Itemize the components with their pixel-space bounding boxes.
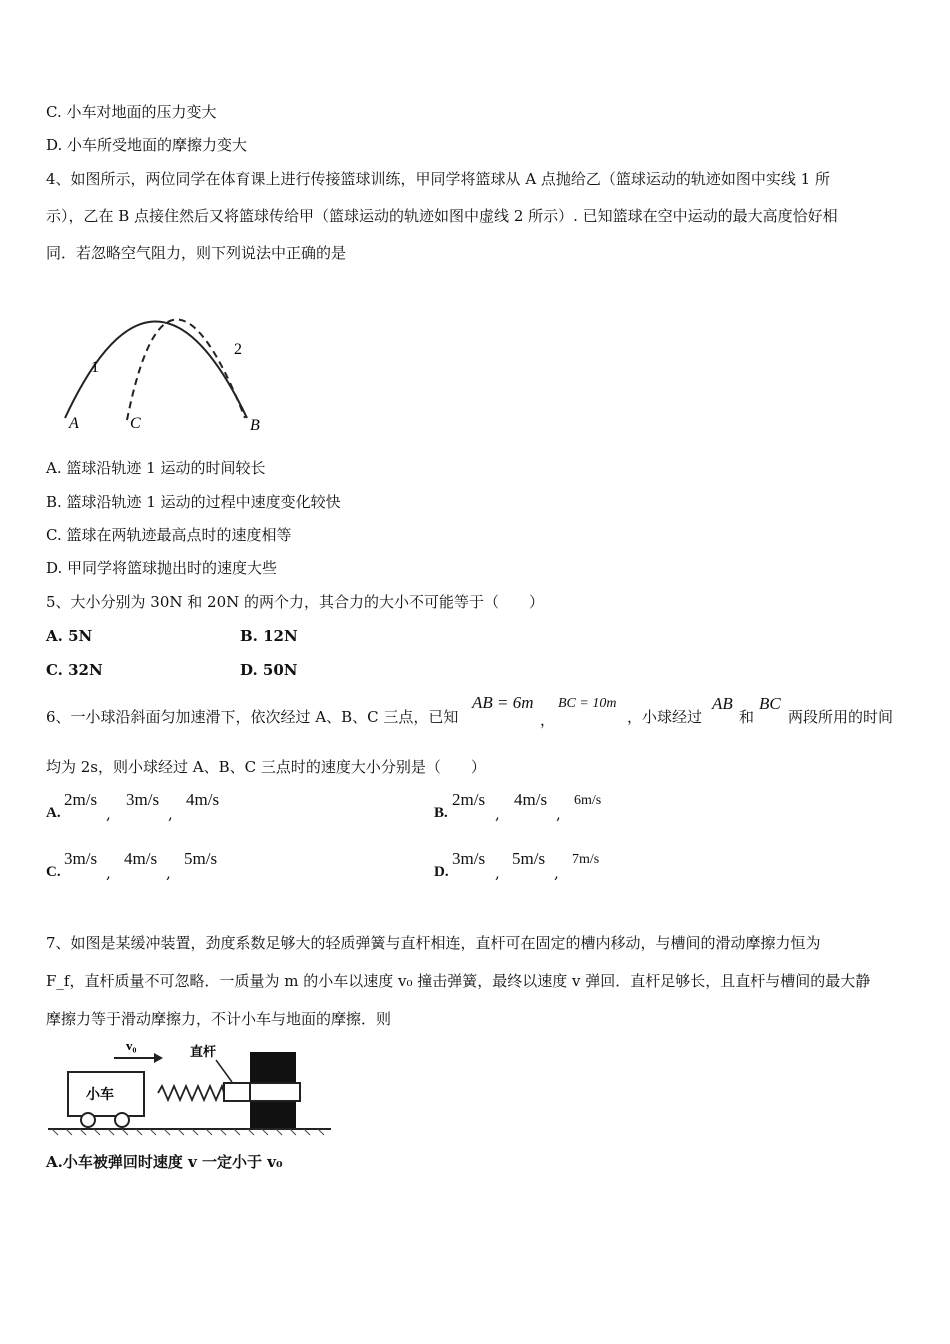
spring	[158, 1086, 224, 1100]
q6-option-c-sep2: ,	[166, 864, 171, 882]
q6-stem-part1: 6、一小球沿斜面匀加速滑下，依次经过 A、B、C 三点，已知	[46, 708, 459, 726]
trajectory-dashed-2	[127, 319, 245, 420]
q6-option-b-sep1: ,	[495, 805, 500, 823]
q6-option-c-v2: 4m/s	[124, 849, 158, 868]
label-track-2: 2	[234, 341, 242, 358]
q6-stem-line2: 均为 2s，则小球经过 A、B、C 三点时的速度大小分别是（ ）	[46, 758, 486, 776]
q6-option-a-v3: 4m/s	[186, 790, 220, 809]
rod-in-slot	[250, 1083, 300, 1101]
q6-stem-part3: 两段所用的时间	[788, 708, 894, 726]
q6-option-d-sep2: ,	[554, 864, 559, 882]
label-point-b: B	[250, 417, 260, 434]
q6-option-a-v2: 3m/s	[126, 790, 160, 809]
q7-option-a: A.小车被弹回时速度 v 一定小于 v₀	[46, 1153, 283, 1171]
cart-wheel-right	[115, 1113, 129, 1127]
q5-option-a: A. 5N	[46, 627, 93, 645]
q6-option-b-v3: 6m/s	[574, 793, 602, 808]
label-point-a: A	[69, 415, 79, 432]
q6-ab-equation: AB = 6m	[472, 693, 534, 712]
q6-bc-equation: BC = 10m	[558, 696, 617, 711]
q6-option-a-sep2: ,	[168, 805, 173, 823]
q4-stem-line1: 4、如图所示，两位同学在体育课上进行传接篮球训练，甲同学将篮球从 A 点抛给乙（篮球运动的轨迹如图中实线 1 所	[46, 170, 830, 188]
q7-stem-line3: 摩擦力等于滑动摩擦力，不计小车与地面的摩擦．则	[46, 1010, 392, 1028]
q6-stem-part2: ，小球经过	[627, 708, 703, 726]
q6-option-d-letter: D.	[434, 864, 449, 880]
q6-option-d-v1: 3m/s	[452, 849, 486, 868]
q6-and: 和	[739, 708, 755, 726]
rod-pointer-line	[216, 1060, 232, 1082]
q6-option-b-v2: 4m/s	[514, 790, 548, 809]
basketball-trajectory-figure	[55, 270, 270, 435]
q6-option-a-v1: 2m/s	[64, 790, 98, 809]
label-point-c: C	[130, 415, 141, 432]
q6-option-b-v1: 2m/s	[452, 790, 486, 809]
q5-stem: 5、大小分别为 30N 和 20N 的两个力，其合力的大小不可能等于（ ）	[46, 593, 545, 611]
q6-option-b-sep2: ,	[556, 805, 561, 823]
q4-stem-line3: 同．若忽略空气阻力，则下列说法中正确的是	[46, 244, 347, 262]
q4-option-b: B. 篮球沿轨迹 1 运动的过程中速度变化较快	[46, 493, 341, 511]
q3-option-d: D. 小车所受地面的摩擦力变大	[46, 136, 248, 154]
q6-option-c-sep1: ,	[106, 864, 111, 882]
q6-bc-symbol: BC	[759, 694, 781, 713]
q6-option-a-letter: A.	[46, 805, 61, 821]
q5-option-c: C. 32N	[46, 661, 103, 679]
q6-option-c-v1: 3m/s	[64, 849, 98, 868]
q6-option-d-v3: 7m/s	[572, 852, 600, 867]
q7-stem-line2: F_f，直杆质量不可忽略．一质量为 m 的小车以速度 v₀ 撞击弹簧，最终以速度 v 弹回．直杆足够长，且直杆与槽间的最大静	[46, 972, 871, 990]
q6-option-d-sep1: ,	[495, 864, 500, 882]
v0-label: v₀	[126, 1038, 137, 1053]
q6-option-a-sep1: ,	[106, 805, 111, 823]
q4-option-d: D. 甲同学将篮球抛出时的速度大些	[46, 559, 278, 577]
q3-option-c: C. 小车对地面的压力变大	[46, 103, 217, 121]
q5-option-d: D. 50N	[240, 661, 298, 679]
q4-stem-line2: 示），乙在 B 点接住然后又将篮球传给甲（篮球运动的轨迹如图中虚线 2 所示）. 已知篮球在空中运动的最大高度恰好相	[46, 207, 838, 225]
q6-comma: ，	[540, 711, 556, 729]
q6-ab-symbol: AB	[712, 694, 733, 713]
q5-option-b: B. 12N	[240, 627, 298, 645]
q4-option-a: A. 篮球沿轨迹 1 运动的时间较长	[46, 459, 266, 477]
label-track-1: 1	[91, 359, 99, 376]
velocity-arrowhead	[154, 1053, 163, 1063]
q7-stem-line1: 7、如图是某缓冲装置，劲度系数足够大的轻质弹簧与直杆相连，直杆可在固定的槽内移动，与槽间的滑动摩擦力恒为	[46, 934, 821, 952]
q6-option-b-letter: B.	[434, 805, 448, 821]
buffer-device-figure	[46, 1036, 336, 1136]
q6-option-c-v3: 5m/s	[184, 849, 218, 868]
cart-wheel-left	[81, 1113, 95, 1127]
rod-label: 直杆	[190, 1044, 217, 1059]
q4-option-c: C. 篮球在两轨迹最高点时的速度相等	[46, 526, 292, 544]
q6-option-c-letter: C.	[46, 864, 61, 880]
cart-label: 小车	[86, 1088, 114, 1103]
q6-option-d-v2: 5m/s	[512, 849, 546, 868]
